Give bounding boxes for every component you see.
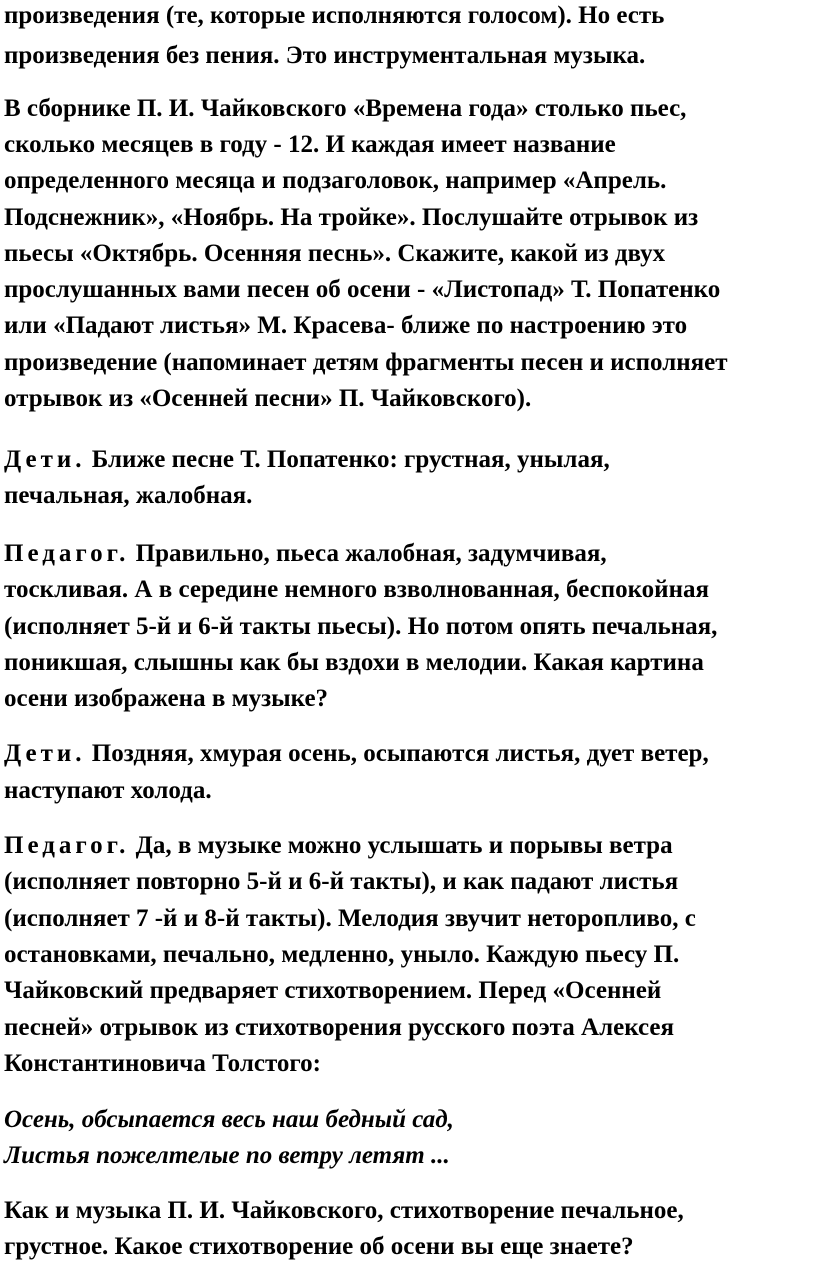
speaker-label: Педагог. (4, 832, 130, 859)
text-line: или «Падают листья» М. Красева- ближе по настроению это (4, 312, 688, 339)
text-line: грустное. Какое стихотворение об осени вы еще знаете? (4, 1233, 634, 1260)
speech-text: Правильно, пьеса жалобная, задумчивая, (135, 540, 607, 567)
text-line: произведения (те, которые исполняются голосом). Но есть (4, 2, 665, 29)
text-line: остановками, печально, медленно, уныло. Каждую пьесу П. (4, 941, 680, 968)
text-line (4, 828, 673, 864)
poem-line: Осень, обсыпается весь наш бедный сад, (4, 1106, 454, 1133)
text-line (4, 536, 607, 572)
text-line: Константиновича Толстого: (4, 1050, 321, 1077)
text-line: Подснежник», «Ноябрь. На тройке». Послушайте отрывок из (4, 204, 699, 231)
speech-text: Да, в музыке можно услышать и порывы ветра (135, 832, 673, 859)
text-line: наступают холода. (4, 777, 212, 804)
text-line: (исполняет 5-й и 6-й такты пьесы). Но потом опять печальная, (4, 613, 718, 640)
text-line: Как и музыка П. И. Чайковского, стихотворение печальное, (4, 1197, 684, 1224)
speaker-label: Дети. (4, 446, 86, 473)
text-line: осени изображена в музыке? (4, 685, 329, 712)
text-line: прослушанных вами песен об осени - «Листопад» Т. Попатенко (4, 276, 721, 303)
text-line: отрывок из «Осенней песни» П. Чайковского). (4, 385, 532, 412)
text-line: произведения без пения. Это инструментальная музыка. (4, 42, 646, 69)
text-line: печальная, жалобная. (4, 482, 253, 509)
text-line: (исполняет 7 -й и 8-й такты). Мелодия звучит неторопливо, с (4, 905, 696, 932)
text-line (4, 442, 610, 478)
text-line: Чайковский предваряет стихотворением. Перед «Осенней (4, 977, 662, 1004)
text-line: пьесы «Октябрь. Осенняя песнь». Скажите, какой из двух (4, 240, 666, 267)
text-line: (исполняет повторно 5-й и 6-й такты), и как падают листья (4, 868, 679, 895)
text-line (4, 736, 709, 772)
speaker-label: Педагог. (4, 540, 130, 567)
text-line: песней» отрывок из стихотворения русского поэта Алексея (4, 1014, 674, 1041)
text-line: произведение (напоминает детям фрагменты песен и исполняет (4, 349, 728, 376)
text-line: сколько месяцев в году - 12. И каждая имеет название (4, 131, 616, 158)
poem-line: Листья пожелтелые по ветру летят ... (4, 1142, 450, 1169)
speaker-label: Дети. (4, 740, 86, 767)
text-line: поникшая, слышны как бы вздохи в мелодии. Какая картина (4, 649, 704, 676)
speech-text: Ближе песне Т. Попатенко: грустная, унылая, (91, 446, 610, 473)
text-line: тоскливая. А в середине немного взволнованная, беспокойная (4, 576, 710, 603)
speech-text: Поздняя, хмурая осень, осыпаются листья, дует ветер, (91, 740, 709, 767)
text-line: определенного месяца и подзаголовок, например «Апрель. (4, 167, 667, 194)
text-line: В сборнике П. И. Чайковского «Времена года» столько пьес, (4, 95, 687, 122)
